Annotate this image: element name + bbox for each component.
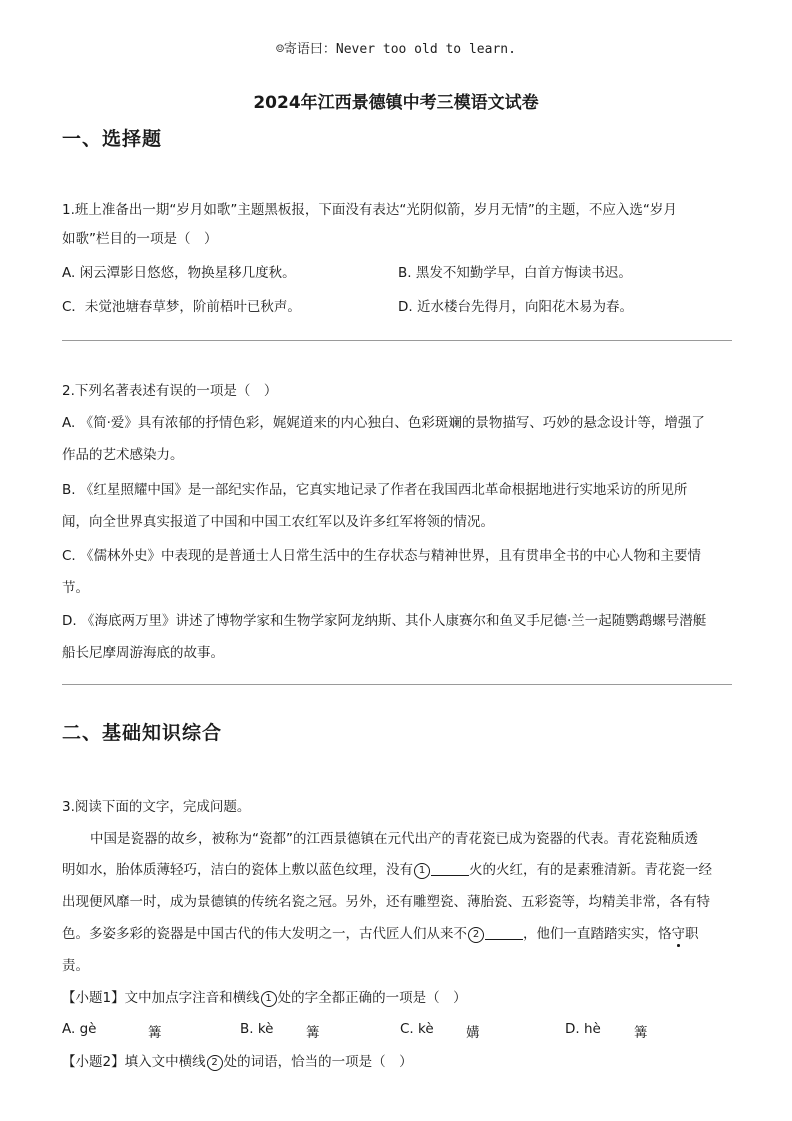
q1-option-c[interactable]: C．未觉池塘春草梦，阶前梧叶已秋声。: [62, 299, 301, 315]
q1-stem-line2: 如歌”栏目的一项是（ ）: [62, 231, 218, 247]
q3-sub1-text: 处的字全都正确的一项是（ ）: [277, 990, 467, 1006]
q1-stem-line1: 1.班上准备出一期“岁月如歌”主题黑板报，下面没有表达“光阴似箭，岁月无情”的主题，不应入选“岁月: [62, 202, 677, 218]
circled-number-1: 1: [414, 863, 430, 879]
q3-passage-line1: 中国是瓷器的故乡，被称为“瓷都”的江西景德镇在元代出产的青花瓷已成为瓷器的代表。青花瓷釉质透: [90, 831, 698, 847]
q3-passage-text: 明如水，胎体质薄轻巧，洁白的瓷体上敷以蓝色纹理，没有: [62, 862, 413, 878]
q2-option-d-line2: 船长尼摩周游海底的故事。: [62, 645, 224, 661]
q1-option-b[interactable]: B. 黑发不知勤学早，白首方悔读书迟。: [398, 265, 632, 281]
q3-sub1-option-d-char: 篝: [634, 1025, 648, 1041]
q2-option-c-line1[interactable]: C. 《儒林外史》中表现的是普通士人日常生活中的生存状态与精神世界，且有贯串全书的中心人物和主要情: [62, 548, 702, 564]
page-title: 2024年江西景德镇中考三模语文试卷: [253, 93, 539, 113]
q3-passage-line3: 出现便风靡一时，成为景德镇的传统名瓷之冠。另外，还有雕塑瓷、薄胎瓷、五彩瓷等，均精美非常，各有特: [62, 894, 710, 910]
q2-option-d-line1[interactable]: D. 《海底两万里》讲述了博物学家和生物学家阿龙纳斯、其仆人康赛尔和鱼叉手尼德·兰一起随鹦鹉螺号潜艇: [62, 613, 707, 629]
q2-option-b-line1[interactable]: B. 《红星照耀中国》是一部纪实作品，它真实地记录了作者在我国西北革命根据地进行实地采访的所见所: [62, 482, 688, 498]
circled-number-2: 2: [207, 1055, 223, 1071]
q3-sub1-option-d[interactable]: D. hè: [565, 1021, 601, 1037]
q3-sub2-text: 处的词语，恰当的一项是（ ）: [223, 1054, 413, 1070]
q3-sub2-text: 【小题2】填入文中横线: [62, 1054, 206, 1070]
circled-number-2: 2: [468, 927, 484, 943]
q3-passage-text: 火的火红，有的是素雅清新。青花瓷一经: [469, 862, 712, 878]
q3-sub1-option-a-char: 篝: [148, 1025, 162, 1041]
emphasis-dot: [677, 944, 680, 947]
q3-sub1-option-a[interactable]: A. gè: [62, 1021, 97, 1037]
q3-passage-text: 色。多姿多彩的瓷器是中国古代的伟大发明之一，古代匠人们从来不: [62, 926, 467, 942]
q2-option-a-line2: 作品的艺术感染力。: [62, 447, 184, 463]
q3-passage-line2: [62, 860, 712, 880]
q3-passage-line5: 责。: [62, 958, 89, 974]
q3-sub1-text: 【小题1】文中加点字注音和横线: [62, 990, 260, 1006]
blank-1[interactable]: [431, 861, 469, 876]
section-heading-basics: 二、基础知识综合: [62, 722, 223, 744]
q3-sub1-option-c[interactable]: C. kè: [400, 1021, 434, 1037]
divider: [62, 684, 732, 685]
q2-option-a-line1[interactable]: A. 《简·爱》具有浓郁的抒情色彩，娓娓道来的内心独白、色彩斑斓的景物描写、巧妙的悬念设计等，增强了: [62, 415, 705, 431]
q2-option-c-line2: 节。: [62, 580, 89, 596]
section-heading-choice: 一、选择题: [62, 128, 163, 150]
q1-option-d[interactable]: D. 近水楼台先得月，向阳花木易为春。: [398, 299, 633, 315]
blank-2[interactable]: [485, 925, 523, 940]
q3-sub1-option-b[interactable]: B. kè: [240, 1021, 274, 1037]
q2-option-b-line2: 闻，向全世界真实报道了中国和中国工农红军以及许多红军将领的情况。: [62, 514, 494, 530]
header-motto: ☺寄语曰：Never too old to learn.: [276, 42, 516, 57]
divider: [62, 340, 732, 341]
q3-sub1-option-c-char: 媾: [466, 1025, 480, 1041]
q3-sub2-stem: [62, 1052, 413, 1072]
circled-number-1: 1: [261, 991, 277, 1007]
q3-sub1-stem: [62, 988, 467, 1008]
q3-passage-line4: [62, 924, 699, 944]
q3-passage-text: ，他们一直踏踏实实，恪守职: [523, 926, 699, 942]
q3-sub1-option-b-char: 篝: [306, 1025, 320, 1041]
q3-stem: 3.阅读下面的文字，完成问题。: [62, 799, 251, 815]
q2-stem: 2.下列名著表述有误的一项是（ ）: [62, 383, 278, 399]
q1-option-a[interactable]: A. 闲云潭影日悠悠，物换星移几度秋。: [62, 265, 296, 281]
